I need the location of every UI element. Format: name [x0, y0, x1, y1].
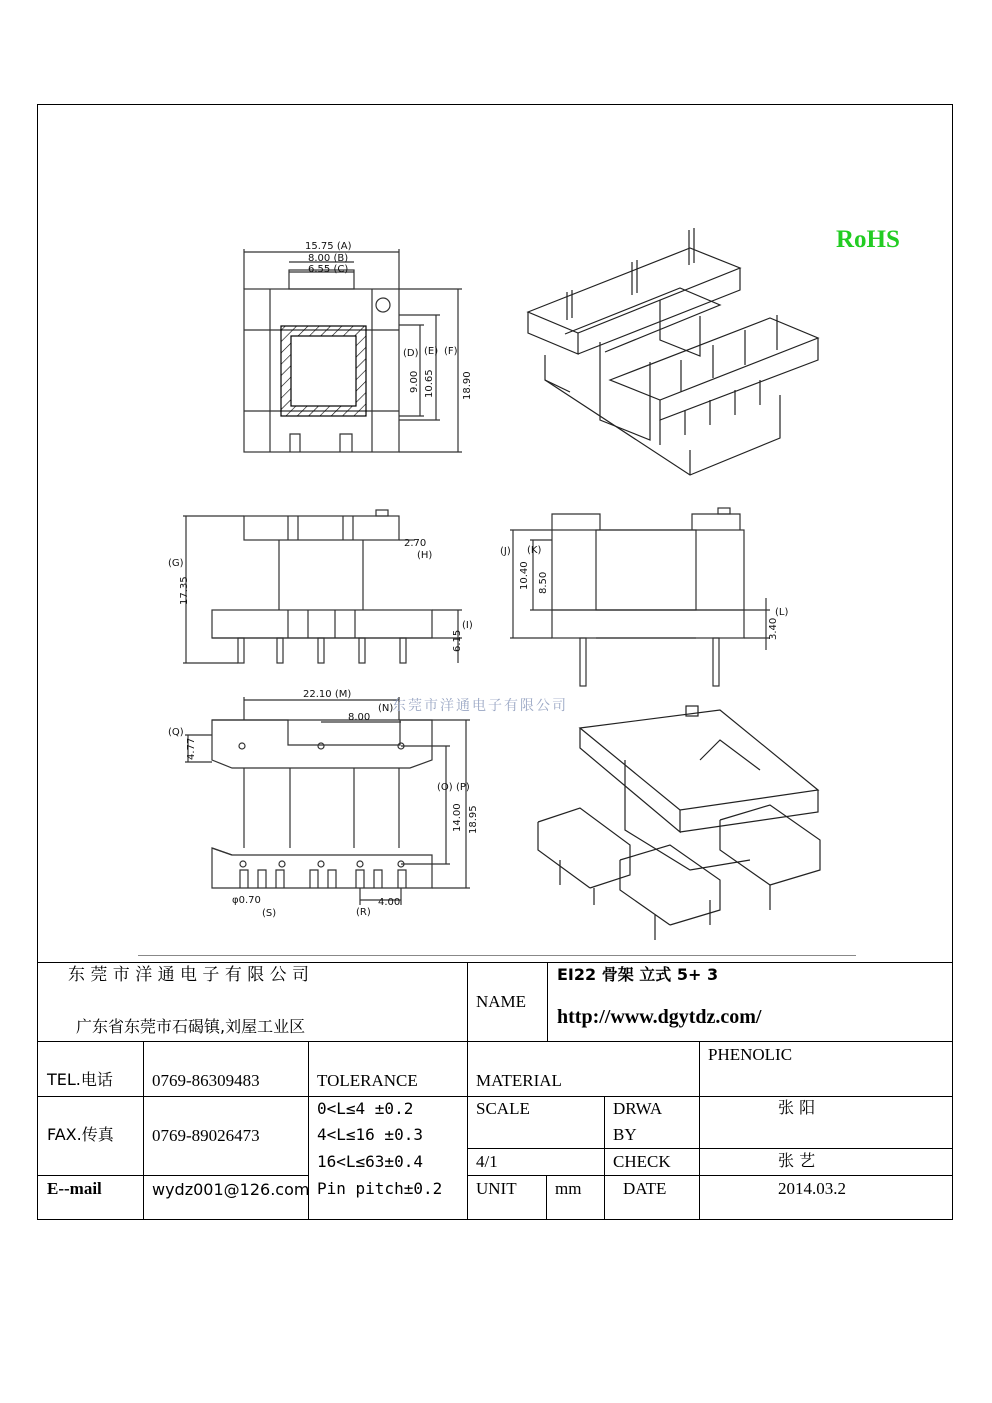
- dim-M: 22.10 (M): [303, 689, 352, 700]
- drawn-label-2: BY: [613, 1125, 637, 1144]
- pins-front: [238, 638, 406, 663]
- material-label: MATERIAL: [476, 1071, 562, 1090]
- drawing-separator: [138, 955, 856, 956]
- tolerance-1: 0<L≤4 ±0.2: [317, 1099, 414, 1118]
- dim-A: 15.75 (A): [305, 241, 352, 252]
- tb-line-3: [37, 1096, 953, 1097]
- side-view: [500, 508, 788, 686]
- email-value[interactable]: wydz001@126.com: [152, 1180, 310, 1199]
- tolerance-3: 16<L≤63±0.4: [317, 1152, 423, 1171]
- date-value: 2014.03.2: [778, 1179, 846, 1198]
- dim-S-value: φ0.70: [232, 895, 261, 906]
- dim-L-value: 3.40: [768, 617, 779, 640]
- tb-vline-4: [604, 1096, 605, 1220]
- isometric-view-top: [528, 228, 818, 475]
- tel-value: 0769-86309483: [152, 1071, 260, 1090]
- dim-O-value: 14.00: [452, 803, 463, 832]
- fax-value: 0769-89026473: [152, 1126, 260, 1145]
- tb-vline-name: [467, 962, 468, 1220]
- tb-vline-5: [546, 1175, 547, 1220]
- dim-F-value: 18.90: [462, 371, 473, 400]
- unit-label: UNIT: [476, 1179, 517, 1198]
- dim-E-value: 10.65: [424, 369, 435, 398]
- dim-P-value: 18.95: [468, 805, 479, 834]
- dim-K-value: 8.50: [538, 571, 549, 594]
- email-label: E--mail: [47, 1179, 102, 1198]
- dim-L-label: (L): [775, 607, 789, 618]
- dim-R-value: 4.00: [378, 897, 401, 908]
- dim-D-label: (D): [403, 348, 419, 359]
- check-label: CHECK: [613, 1152, 671, 1171]
- dim-J-value: 10.40: [519, 561, 530, 590]
- tb-line-5a: [37, 1175, 308, 1176]
- tb-vline-name2: [547, 962, 548, 1042]
- dim-R-label: (R): [356, 907, 371, 918]
- material-value: PHENOLIC: [708, 1045, 793, 1064]
- website-link[interactable]: http://www.dgytdz.com/: [557, 1006, 762, 1028]
- dim-H-label: (H): [417, 550, 433, 561]
- dim-N-value: 8.00: [348, 712, 371, 723]
- tolerance-label: TOLERANCE: [317, 1071, 418, 1090]
- front-view: [168, 510, 473, 663]
- dim-E-label: (E): [424, 346, 439, 357]
- tb-line-2: [37, 1041, 953, 1042]
- dim-Q-value: 4.77: [186, 737, 197, 760]
- tolerance-2: 4<L≤16 ±0.3: [317, 1125, 423, 1144]
- dim-J-label: (J): [500, 546, 511, 557]
- date-label: DATE: [623, 1179, 667, 1198]
- dim-G-value: 17.35: [179, 576, 190, 605]
- dim-Q-label: (Q): [168, 727, 184, 738]
- tb-vline-1: [143, 1041, 144, 1220]
- company-name: 东 莞 市 洋 通 电 子 有 限 公 司: [68, 965, 310, 985]
- fax-label: FAX.传真: [47, 1125, 114, 1144]
- checked-by-value: 张 艺: [778, 1151, 816, 1170]
- dim-D-value: 9.00: [409, 370, 420, 393]
- dim-I-value: 6.15: [452, 629, 463, 652]
- tb-line-top: [37, 962, 953, 963]
- company-address: 广东省东莞市石碣镇,刘屋工业区: [76, 1017, 306, 1036]
- dim-B: 8.00 (B): [308, 253, 349, 264]
- drawn-by-value: 张 阳: [778, 1098, 816, 1117]
- top-view: [244, 241, 473, 452]
- dim-H-value: 2.70: [404, 538, 427, 549]
- rohs-mark: RoHS: [836, 226, 900, 253]
- tolerance-4: Pin pitch±0.2: [317, 1179, 443, 1198]
- dim-P-label: (P): [456, 782, 470, 793]
- scale-value: 4/1: [476, 1152, 498, 1171]
- scale-label: SCALE: [476, 1099, 530, 1118]
- unit-value: mm: [555, 1179, 582, 1198]
- tb-line-5b: [467, 1175, 953, 1176]
- drawn-label-1: DRWA: [613, 1099, 663, 1118]
- name-label: NAME: [476, 992, 527, 1011]
- dim-K-label: (K): [527, 545, 542, 556]
- part-name: EI22 骨架 立式 5+ 3: [557, 965, 719, 984]
- bottom-view: [168, 689, 479, 919]
- isometric-view-bottom: [538, 706, 820, 940]
- dim-F-label: (F): [444, 346, 458, 357]
- dim-I-label: (I): [462, 620, 473, 631]
- dim-N-label: (N): [378, 703, 394, 714]
- dim-S-label: (S): [262, 908, 277, 919]
- dim-G-label: (G): [168, 558, 184, 569]
- tb-line-4: [467, 1148, 953, 1149]
- tel-label: TEL.电话: [47, 1070, 113, 1089]
- dim-O-label: (O): [437, 782, 453, 793]
- dim-C: 6.55 (C): [308, 264, 349, 275]
- watermark: 东莞市洋通电子有限公司: [392, 698, 568, 714]
- tb-vline-3: [699, 1041, 700, 1220]
